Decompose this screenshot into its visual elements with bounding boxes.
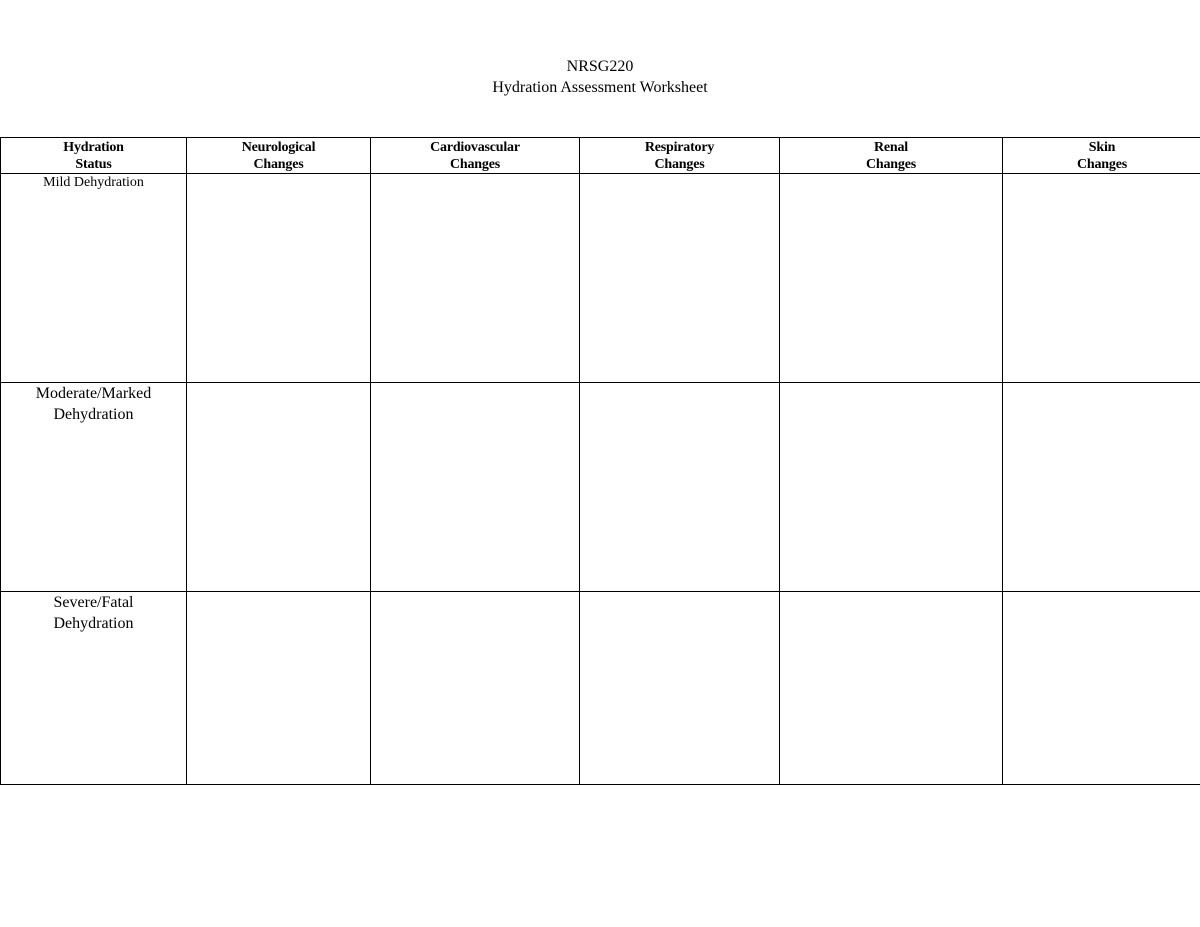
table-row-moderate-dehydration (1, 383, 1200, 592)
skin-cell-moderate[interactable] (1003, 383, 1200, 592)
skin-cell-mild[interactable] (1003, 174, 1200, 383)
status-cell-severe: Severe/Fatal Dehydration (1, 592, 187, 785)
renal-cell-moderate[interactable] (780, 383, 1003, 592)
neurological-cell-mild[interactable] (187, 174, 371, 383)
column-header-neurological: Neurological Changes (187, 138, 371, 174)
renal-cell-mild[interactable] (780, 174, 1003, 383)
table-row-mild-dehydration (1, 174, 1200, 383)
column-header-renal: Renal Changes (780, 138, 1003, 174)
hydration-assessment-table (0, 137, 1200, 785)
table-header-row (1, 138, 1200, 174)
respiratory-cell-severe[interactable] (580, 592, 780, 785)
document-header (0, 56, 1200, 98)
neurological-cell-severe[interactable] (187, 592, 371, 785)
course-code: NRSG220 (566, 58, 634, 75)
status-cell-moderate: Moderate/Marked Dehydration (1, 383, 187, 592)
skin-cell-severe[interactable] (1003, 592, 1200, 785)
worksheet-title: Hydration Assessment Worksheet (492, 79, 708, 96)
renal-cell-severe[interactable] (780, 592, 1003, 785)
table-row-severe-dehydration (1, 592, 1200, 785)
respiratory-cell-moderate[interactable] (580, 383, 780, 592)
column-header-hydration-status: Hydration Status (1, 138, 187, 174)
cardiovascular-cell-mild[interactable] (371, 174, 580, 383)
column-header-cardiovascular: Cardiovascular Changes (371, 138, 580, 174)
column-header-respiratory: Respiratory Changes (580, 138, 780, 174)
cardiovascular-cell-moderate[interactable] (371, 383, 580, 592)
cardiovascular-cell-severe[interactable] (371, 592, 580, 785)
column-header-skin: Skin Changes (1003, 138, 1200, 174)
neurological-cell-moderate[interactable] (187, 383, 371, 592)
respiratory-cell-mild[interactable] (580, 174, 780, 383)
status-cell-mild: Mild Dehydration (1, 174, 187, 383)
